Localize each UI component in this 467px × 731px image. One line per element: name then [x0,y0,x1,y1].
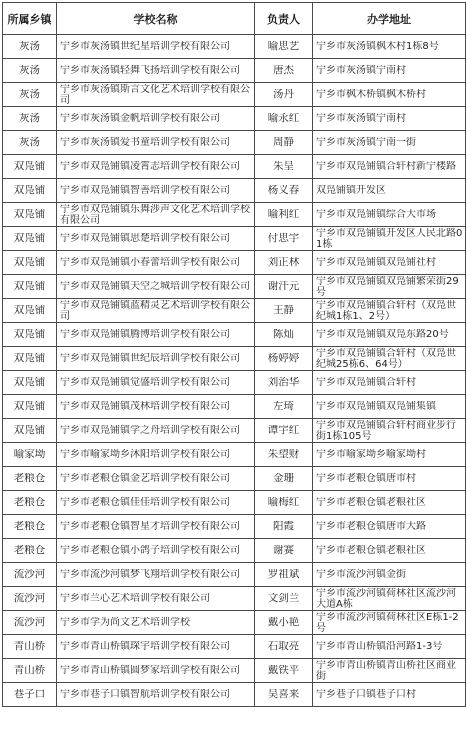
person-in-charge-cell-text: 谭宇红 [267,425,300,436]
table-row [3,443,466,467]
town-cell [3,539,57,563]
school-name-cell-text: 宁乡市老粮仓镇智星才培训学校有限公司 [60,521,240,532]
person-in-charge-cell-text: 戴小艳 [267,617,300,628]
table-row [3,59,466,83]
address-cell-text: 宁乡市流沙河镇荷林社区E栋1-2号 [316,611,459,634]
school-name-cell [57,611,255,635]
person-in-charge-cell [255,683,313,707]
person-in-charge-cell [255,299,313,323]
town-cell [3,83,57,107]
school-name-cell-text: 宁乡市灰汤镇爱书童培训学校有限公司 [60,137,230,148]
person-in-charge-cell-text: 陈灿 [273,329,294,340]
address-cell-text: 宁乡市青山桥镇青山桥社区商业街 [316,659,456,682]
address-cell-text: 宁乡市枫木桥镇枫木桥村 [316,89,426,100]
town-cell [3,563,57,587]
town-cell-text: 灰汤 [19,137,40,148]
address-cell-text: 宁乡市喻家坳乡喻家坳村 [316,449,426,460]
town-cell-text: 灰汤 [19,113,40,124]
address-cell [313,419,466,443]
address-cell-text: 宁乡市双凫铺镇合轩村新宁楼路 [316,161,456,172]
header-address: 办学地址 [313,3,466,35]
address-cell [313,107,466,131]
school-name-cell [57,635,255,659]
person-in-charge-cell-text: 朱呈 [273,161,294,172]
person-in-charge-cell-text: 罗祖斌 [267,569,300,580]
address-cell-text: 宁乡市双凫铺镇合轩村（双凫世纪城25栋6、64号） [316,347,456,370]
person-in-charge-cell [255,107,313,131]
person-in-charge-cell-text: 唐杰 [273,65,294,76]
school-name-cell-text: 宁乡市双凫铺镇乐舞涉声文化艺术培训学校有限公司 [60,203,250,226]
school-name-cell-text: 宁乡市灰汤镇金帆培训学校有限公司 [60,113,220,124]
person-in-charge-cell [255,395,313,419]
table-row [3,587,466,611]
address-cell [313,611,466,635]
person-in-charge-cell [255,515,313,539]
town-cell-text: 流沙河 [13,617,46,628]
address-cell [313,155,466,179]
address-cell [313,203,466,227]
town-cell-text: 青山桥 [13,665,46,676]
town-cell [3,467,57,491]
address-cell-text: 宁乡市双凫铺镇双凫铺社村 [316,257,436,268]
school-name-cell-text: 宁乡市喻家坳乡沐阳培训学校有限公司 [60,449,230,460]
town-cell-text: 双凫铺 [13,281,46,292]
school-name-cell [57,203,255,227]
person-in-charge-cell-text: 石取亮 [267,641,300,652]
town-cell [3,107,57,131]
town-cell-text: 双凫铺 [13,329,46,340]
table-row [3,611,466,635]
town-cell-text: 青山桥 [13,641,46,652]
table-row [3,299,466,323]
town-cell-text: 巷子口 [13,689,46,700]
address-cell [313,251,466,275]
table-row [3,515,466,539]
table-row [3,395,466,419]
town-cell-text: 双凫铺 [13,425,46,436]
person-in-charge-cell-text: 文剑兰 [267,593,300,604]
address-cell-text: 宁乡市老粮仓镇唐市大路 [316,521,426,532]
person-in-charge-cell-text: 刘正林 [267,257,300,268]
town-cell-text: 流沙河 [13,569,46,580]
town-cell [3,515,57,539]
school-name-cell [57,275,255,299]
person-in-charge-cell [255,443,313,467]
person-in-charge-cell [255,155,313,179]
address-cell [313,59,466,83]
school-name-cell [57,323,255,347]
address-cell-text: 宁乡市双凫铺镇双凫东路20号 [316,329,449,340]
school-name-cell [57,83,255,107]
person-in-charge-cell [255,131,313,155]
address-cell [313,539,466,563]
address-cell-text: 宁乡市灰汤镇宁南一街 [316,137,416,148]
school-name-cell [57,515,255,539]
person-in-charge-cell [255,611,313,635]
town-cell [3,323,57,347]
school-name-cell-text: 宁乡市双凫铺镇智善培训学校有限公司 [60,185,230,196]
person-in-charge-cell-text: 喻永红 [267,113,300,124]
town-cell [3,683,57,707]
school-name-cell [57,659,255,683]
person-in-charge-cell [255,419,313,443]
school-name-cell [57,299,255,323]
person-in-charge-cell-text: 朱望财 [267,449,300,460]
address-cell-text: 双凫铺镇开发区 [316,185,386,196]
school-name-cell [57,683,255,707]
town-cell [3,35,57,59]
address-cell [313,491,466,515]
address-cell-text: 宁乡市青山桥镇沿河路1-3号 [316,641,443,652]
school-name-cell-text: 宁乡市双凫铺镇茂林培训学校有限公司 [60,401,230,412]
school-name-cell-text: 宁乡市兰心艺术培训学校有限公司 [60,593,210,604]
person-in-charge-cell-text: 汤丹 [273,89,294,100]
school-name-cell [57,107,255,131]
school-name-cell-text: 宁乡市老粮仓镇佳佳培训学校有限公司 [60,497,230,508]
address-cell-text: 宁乡市灰汤镇宁南村 [316,113,406,124]
person-in-charge-cell [255,251,313,275]
header-person-in-charge: 负责人 [255,3,313,35]
school-name-cell-text: 宁乡市双凫铺镇蓝精灵艺术培训学校有限公司 [60,299,250,322]
school-name-cell-text: 宁乡市流沙河镇梦飞翔培训学校有限公司 [60,569,240,580]
town-cell [3,227,57,251]
person-in-charge-cell [255,467,313,491]
person-in-charge-cell-text: 杨婷婷 [267,353,300,364]
address-cell [313,563,466,587]
town-cell-text: 双凫铺 [13,209,46,220]
town-cell [3,419,57,443]
table-row [3,635,466,659]
person-in-charge-cell [255,539,313,563]
person-in-charge-cell-text: 杨义春 [267,185,300,196]
address-cell [313,227,466,251]
table-row [3,467,466,491]
address-cell [313,635,466,659]
town-cell-text: 双凫铺 [13,401,46,412]
school-name-cell [57,395,255,419]
town-cell-text: 双凫铺 [13,161,46,172]
school-name-cell [57,419,255,443]
person-in-charge-cell [255,659,313,683]
table-row [3,371,466,395]
person-in-charge-cell-text: 谢赛 [273,545,294,556]
town-cell-text: 双凫铺 [13,233,46,244]
address-cell [313,395,466,419]
person-in-charge-cell [255,563,313,587]
header-town: 所属乡镇 [3,3,57,35]
address-cell [313,275,466,299]
table-row [3,491,466,515]
school-name-cell [57,467,255,491]
table-row [3,155,466,179]
school-name-cell-text: 宁乡市双凫铺镇觉盛培训学校有限公司 [60,377,230,388]
address-cell-text: 宁乡市双凫铺镇合轩村 [316,377,416,388]
person-in-charge-cell-text: 王静 [273,305,294,316]
person-in-charge-cell-text: 吴喜来 [267,689,300,700]
school-table [2,2,466,707]
town-cell-text: 双凫铺 [13,257,46,268]
town-cell-text: 灰汤 [19,41,40,52]
person-in-charge-cell-text: 喻利红 [267,209,300,220]
school-name-cell [57,131,255,155]
person-in-charge-cell [255,227,313,251]
address-cell [313,83,466,107]
table-row [3,683,466,707]
address-cell-text: 宁乡市老粮仓镇老粮社区 [316,497,426,508]
person-in-charge-cell-text: 左琦 [273,401,294,412]
address-cell-text: 宁乡市双凫铺镇合轩村（双凫世纪城1栋1、2号） [316,299,456,322]
school-name-cell [57,443,255,467]
school-name-cell [57,539,255,563]
address-cell [313,179,466,203]
person-in-charge-cell [255,179,313,203]
school-name-cell [57,563,255,587]
table-row [3,563,466,587]
person-in-charge-cell-text: 刘治华 [267,377,300,388]
address-cell-text: 宁乡市双凫铺镇双凫铺集镇 [316,401,436,412]
person-in-charge-cell [255,35,313,59]
town-cell [3,203,57,227]
table-row [3,539,466,563]
town-cell-text: 老粮仓 [13,521,46,532]
person-in-charge-cell [255,347,313,371]
school-name-cell [57,59,255,83]
address-cell [313,323,466,347]
address-cell [313,515,466,539]
person-in-charge-cell [255,275,313,299]
table-row [3,419,466,443]
table-body [3,35,466,707]
school-name-cell [57,587,255,611]
school-name-cell [57,371,255,395]
person-in-charge-cell-text: 喻思艺 [267,41,300,52]
town-cell-text: 灰汤 [19,89,40,100]
person-in-charge-cell [255,59,313,83]
address-cell-text: 宁乡市流沙河镇荷林社区流沙河大道A栋 [316,587,456,610]
school-name-cell-text: 宁乡市双凫铺镇学之舟培训学校有限公司 [60,425,240,436]
address-cell [313,35,466,59]
school-name-cell-text: 宁乡市灰汤镇轻舞飞扬培训学校有限公司 [60,65,240,76]
table-row [3,659,466,683]
table-row [3,179,466,203]
person-in-charge-cell-text: 戴铁平 [267,665,300,676]
person-in-charge-cell-text: 周静 [273,137,294,148]
school-name-cell [57,347,255,371]
school-name-cell-text: 宁乡市灰汤镇斯言文化艺术培训学校有限公司 [60,83,250,106]
school-name-cell-text: 宁乡市灰汤镇世纪星培训学校有限公司 [60,41,230,52]
person-in-charge-cell [255,323,313,347]
town-cell-text: 老粮仓 [13,545,46,556]
school-name-cell-text: 宁乡市老粮仓镇金艺培训学校有限公司 [60,473,230,484]
town-cell-text: 双凫铺 [13,185,46,196]
town-cell-text: 流沙河 [13,593,46,604]
town-cell [3,59,57,83]
address-cell-text: 宁乡市老粮仓镇唐市村 [316,473,416,484]
table-row [3,251,466,275]
town-cell [3,155,57,179]
town-cell-text: 喻家坳 [13,449,46,460]
person-in-charge-cell-text: 阳霞 [273,521,294,532]
address-cell [313,467,466,491]
town-cell [3,659,57,683]
address-cell-text: 宁乡市流沙河镇金街 [316,569,406,580]
school-name-cell-text: 宁乡市双凫铺镇天空之城培训学校有限公司 [60,281,250,292]
town-cell [3,179,57,203]
school-name-cell-text: 宁乡市巷子口镇智航培训学校有限公司 [60,689,230,700]
address-cell [313,659,466,683]
person-in-charge-cell [255,587,313,611]
town-cell-text: 双凫铺 [13,353,46,364]
school-name-cell-text: 宁乡市青山桥镇圆梦家培训学校有限公司 [60,665,240,676]
school-name-cell-text: 宁乡市双凫铺镇凌霄志培训学校有限公司 [60,161,240,172]
town-cell-text: 灰汤 [19,65,40,76]
table-row [3,347,466,371]
person-in-charge-cell [255,371,313,395]
town-cell [3,299,57,323]
school-name-cell [57,179,255,203]
address-cell [313,299,466,323]
town-cell [3,635,57,659]
school-name-cell-text: 宁乡市双凫铺镇腾博培训学校有限公司 [60,329,230,340]
address-cell [313,371,466,395]
town-cell [3,371,57,395]
school-name-cell-text: 宁乡市双凫铺镇小春蕾培训学校有限公司 [60,257,240,268]
town-cell [3,131,57,155]
person-in-charge-cell-text: 金珊 [273,473,294,484]
school-name-cell-text: 宁乡市双凫铺镇世纪辰培训学校有限公司 [60,353,240,364]
town-cell-text: 老粮仓 [13,497,46,508]
town-cell [3,491,57,515]
address-cell [313,683,466,707]
person-in-charge-cell-text: 谢汗元 [267,281,300,292]
table-row [3,35,466,59]
person-in-charge-cell [255,203,313,227]
address-cell [313,443,466,467]
town-cell [3,587,57,611]
address-cell-text: 宁乡市双凫铺镇开发区人民北路01栋 [316,227,463,250]
school-name-cell [57,35,255,59]
table-row [3,275,466,299]
town-cell [3,275,57,299]
town-cell-text: 双凫铺 [13,377,46,388]
town-cell [3,443,57,467]
school-name-cell [57,491,255,515]
school-name-cell-text: 宁乡市学为尚文艺术培训学校 [60,617,190,628]
address-cell [313,131,466,155]
table-row [3,107,466,131]
school-name-cell [57,227,255,251]
town-cell-text: 双凫铺 [13,305,46,316]
person-in-charge-cell-text: 付思宇 [267,233,300,244]
address-cell-text: 宁乡市灰汤镇枫木村1栋8号 [316,41,439,52]
person-in-charge-cell [255,83,313,107]
person-in-charge-cell [255,491,313,515]
town-cell [3,347,57,371]
address-cell-text: 宁乡巷子口镇巷子口村 [316,689,416,700]
school-list-document [2,2,465,707]
table-row [3,131,466,155]
address-cell [313,347,466,371]
table-row [3,323,466,347]
town-cell [3,611,57,635]
table-row [3,203,466,227]
school-name-cell-text: 宁乡市青山桥镇琛宇培训学校有限公司 [60,641,230,652]
town-cell [3,251,57,275]
address-cell [313,587,466,611]
person-in-charge-cell [255,635,313,659]
school-name-cell-text: 宁乡市双凫铺镇思楚培训学校有限公司 [60,233,230,244]
table-row [3,83,466,107]
town-cell [3,395,57,419]
address-cell-text: 宁乡市双凫铺镇合轩村商业步行街1栋105号 [316,419,456,442]
header-school-name: 学校名称 [57,3,255,35]
school-name-cell [57,155,255,179]
table-row [3,227,466,251]
address-cell-text: 宁乡市双凫铺镇综合大市场 [316,209,436,220]
school-name-cell-text: 宁乡市老粮仓镇小鸽子培训学校有限公司 [60,545,240,556]
town-cell-text: 老粮仓 [13,473,46,484]
address-cell-text: 宁乡市灰汤镇宁南村 [316,65,406,76]
address-cell-text: 宁乡市老粮仓镇老粮社区 [316,545,426,556]
table-header-row [3,3,466,35]
address-cell-text: 宁乡市双凫铺镇双凫铺繁荣街29号 [316,275,459,298]
school-name-cell [57,251,255,275]
person-in-charge-cell-text: 喻梅红 [267,497,300,508]
